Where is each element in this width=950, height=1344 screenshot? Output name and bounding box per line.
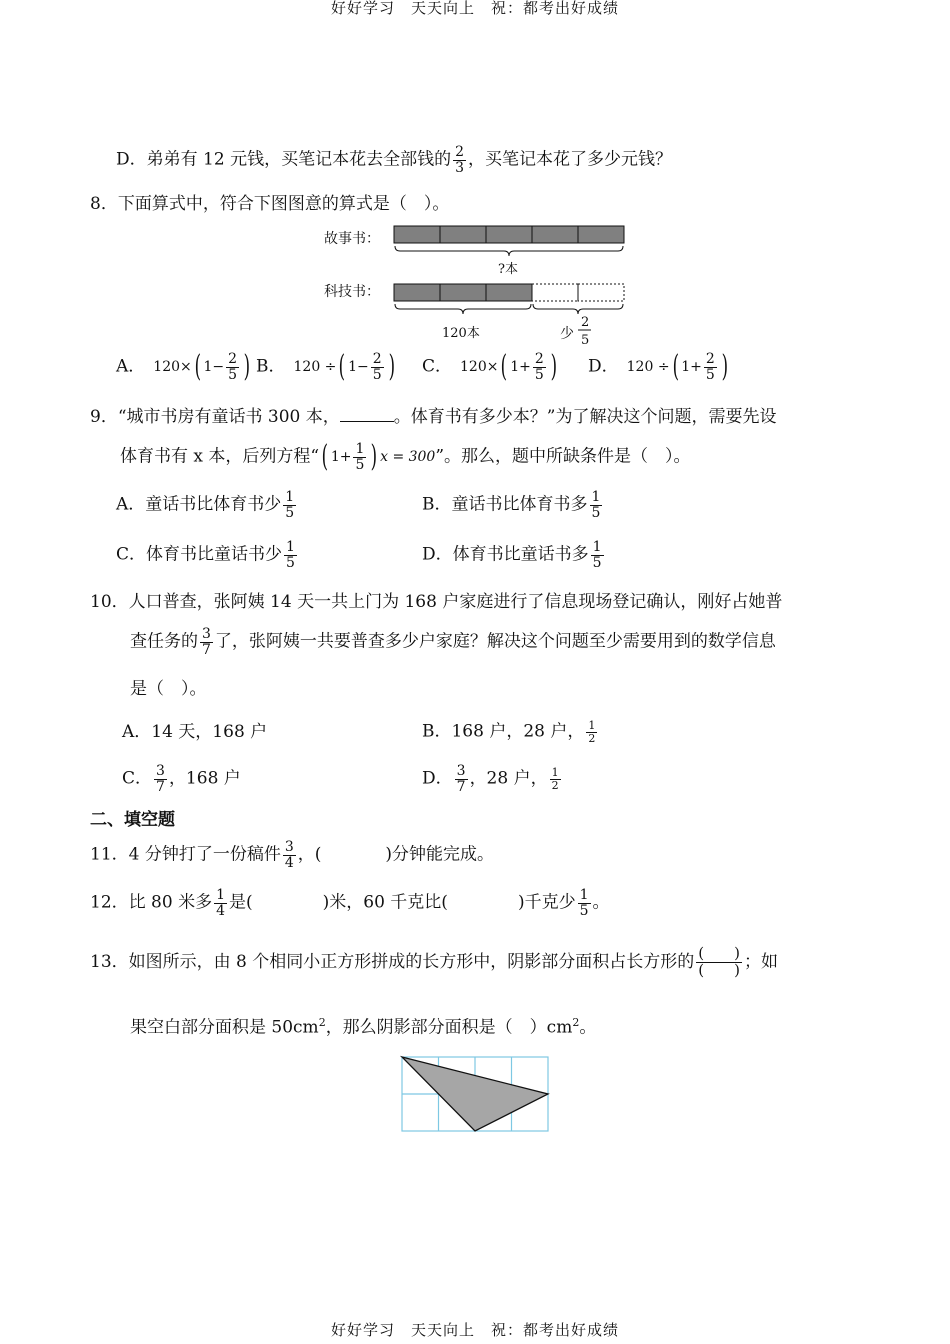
q13-line1: 13．如图所示，由 8 个相同小正方形拼成的长方形中，阴影部分面积占长方形的 $\frac{( )}{( )}$ ；如 [90,944,778,979]
q10-option-d: D． $\frac{3}{7}$ ，28 户， $\frac{1}{2}$ [422,763,559,795]
q10-line2: 查任务的 $\frac{3}{7}$ 了，张阿姨一共要普查多少户家庭？解决这个问题至少需要用到的数学信息 [130,626,776,658]
story-segment [532,226,578,243]
story-book-label: 故事书： [324,231,380,247]
science-missing-segment [532,284,578,301]
q10-line1: 10．人口普查，张阿姨 14 天一共上门为 168 户家庭进行了信息现场登记确认，刚好占她普 [90,592,783,612]
story-segment [486,226,532,243]
story-brace [395,246,623,256]
q9-option-a: A．童话书比体育书少 $\frac{1}{5}$ [116,489,295,521]
page-header: 好好学习 天天向上 祝：都考出好成绩 [330,0,619,17]
q11: 11．4 分钟打了一份稿件 $\frac{3}{4}$ ，( )分钟能完成。 [90,839,495,871]
fraction: $\frac{2}{3}$ [455,144,464,176]
answer-blank [340,407,394,422]
q7-option-d-text: D．弟弟有 12 元钱，买笔记本花去全部钱的 [116,149,452,170]
q9-option-c: C．体育书比童话书少 $\frac{1}{5}$ [116,539,295,571]
q8-option-c: C． 120× ( 1+ $\frac{2}{5}$ ) [422,349,557,385]
known-brace-label: 120本 [442,326,480,341]
q8-diagram [318,220,638,350]
q13-line2: 果空白部分面积是 $50cm^2$，那么阴影部分面积是（ ）$cm^2$。 [130,1016,597,1038]
q10-option-a: A．14 天，168 户 [122,722,268,742]
science-segment [440,284,486,301]
q8-option-d: D． 120 ÷ ( 1+ $\frac{2}{5}$ ) [588,349,728,385]
q10-option-b: B．168 户，28 户， $\frac{1}{2}$ [422,719,596,745]
q9-line2: 体育书有 x 本，后列方程“ ( 1+ $\frac{1}{5}$ ) x = 300 ”。那么，题中所缺条件是（ ）。 [120,439,691,475]
q7-option-d [116,145,672,175]
q9-option-b: B．童话书比体育书多 $\frac{1}{5}$ [422,489,601,521]
story-book-bar [394,226,624,243]
less-brace [533,304,623,314]
page-footer: 好好学习 天天向上 祝：都考出好成绩 [330,1321,619,1339]
science-book-label: 科技书： [324,284,380,300]
q10-line3: 是（ ）。 [130,679,207,699]
q12: 12．比 80 米多 $\frac{1}{4}$ 是( )米，60 千克比( )千克少 $\frac{1}{5}$ 。 [90,887,610,919]
shaded-triangle-grid [398,1053,554,1133]
science-segment [394,284,440,301]
q9-option-d: D．体育书比童话书多 $\frac{1}{5}$ [422,539,602,571]
less-fraction-num: 2 [581,315,590,330]
science-missing-segment [578,284,624,301]
science-book-bar [394,284,624,301]
q8-option-a: A． 120× ( 1− $\frac{2}{5}$ ) [116,349,251,385]
science-segment [486,284,532,301]
q13-grid-figure [398,1053,554,1133]
story-segment [394,226,440,243]
q8-stem: 8．下面算式中，符合下图图意的算式是（ ）。 [90,194,450,214]
known-brace [395,304,531,314]
q8-option-b: B． 120 ÷ ( 1− $\frac{2}{5}$ ) [256,349,395,385]
q7-option-d-tail: ，买笔记本花了多少元钱？ [468,149,672,170]
story-segment [578,226,624,243]
section-title: 二、填空题 [90,810,175,830]
less-fraction-den: 5 [581,333,590,348]
bar-model-diagram [318,220,638,350]
q9-line1: 9．“城市书房有童话书 300 本， 。体育书有多少本？”为了解决这个问题，需要先设 [90,407,777,427]
story-segment [440,226,486,243]
less-brace-label: 少 [560,326,574,342]
story-brace-label: ?本 [498,262,518,277]
q10-option-c: C． $\frac{3}{7}$ ，168 户 [122,763,241,795]
